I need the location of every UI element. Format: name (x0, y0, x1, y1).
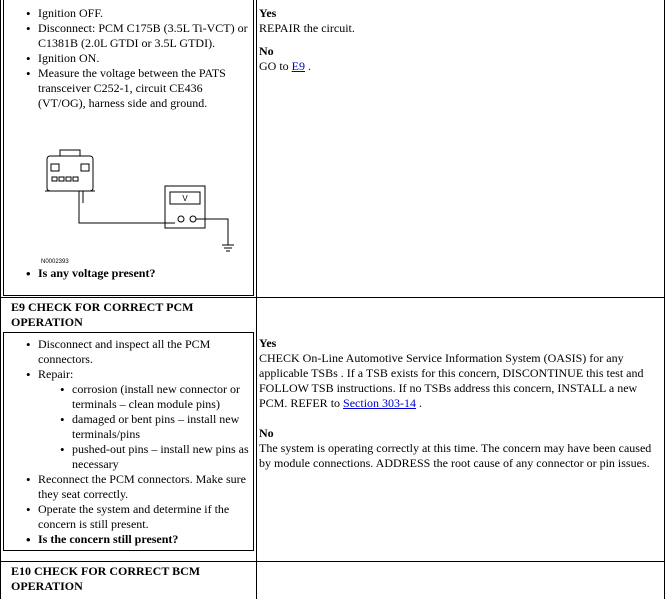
e8-question: • Is any voltage present? (4, 266, 252, 281)
no-label: No (259, 44, 274, 58)
e10-title: E10 CHECK FOR CORRECT BCM OPERATION (11, 564, 201, 593)
link-section-303-14[interactable]: Section 303-14 (343, 396, 417, 410)
e9-question: • Is the concern still present? (4, 532, 252, 547)
row-divider (1, 297, 664, 298)
figure-id: N0002393 (41, 259, 69, 265)
e8-results (259, 6, 659, 74)
yes-label: Yes (259, 6, 277, 20)
step-item: • Operate the system and determine if the concern is still present. (4, 502, 252, 532)
e8-step-list (4, 6, 252, 111)
yes-label: Yes (259, 336, 277, 350)
e9-step-list (4, 337, 252, 547)
sub-item: • damaged or bent pins – install new terminals/pins (4, 412, 252, 442)
ground-lead (196, 219, 228, 245)
step-item: • Ignition ON. (4, 51, 252, 66)
sub-item: • corrosion (install new connector or terminals – clean module pins) (4, 382, 252, 412)
e8-question-list (4, 266, 252, 281)
step-item: • Repair: (4, 367, 252, 382)
ground-icon (222, 245, 234, 251)
meter-label: V (182, 194, 188, 203)
step-item: • Measure the voltage between the PATS transceiver C252-1, circuit CE436 (VT/OG), harness side and ground. (4, 66, 252, 111)
e9-results (259, 336, 659, 471)
link-e9[interactable]: E9 (291, 59, 306, 73)
column-divider (256, 0, 257, 599)
test-lead (79, 191, 175, 223)
e8-steps-box (3, 0, 254, 296)
step-item: • Disconnect and inspect all the PCM connectors. (4, 337, 252, 367)
row-divider (1, 561, 664, 562)
sub-item: • pushed-out pins – install new pins as necessary (4, 442, 252, 472)
step-item: • Reconnect the PCM connectors. Make sure they seat correctly. (4, 472, 252, 502)
step-item: • Ignition OFF. (4, 6, 252, 21)
connector-icon (45, 150, 95, 191)
no-action: GO to E9 . (259, 59, 312, 73)
voltmeter-icon (165, 186, 205, 228)
yes-action: REPAIR the circuit. (259, 21, 355, 35)
e9-steps-box (3, 332, 254, 551)
voltage-test-diagram (40, 147, 240, 271)
step-item: • Disconnect: PCM C175B (3.5L Ti-VCT) or C1381B (2.0L GTDI or 3.5L GTDI). (4, 21, 252, 51)
no-action: The system is operating correctly at this time. The concern may have been caused by module connections. ADDRESS the root cause of any connector or pin issues. (259, 441, 652, 470)
e9-title: E9 CHECK FOR CORRECT PCM OPERATION (11, 300, 194, 329)
no-label: No (259, 426, 274, 440)
yes-action: CHECK On-Line Automotive Service Information System (OASIS) for any applicable TSBs . If a TSB exists for this concern, DISCONTINUE this test and FOLLOW TSB instructions. If no TSBs address this concern, INSTALL a new PCM. REFER to Section 303-14 . (259, 351, 644, 410)
